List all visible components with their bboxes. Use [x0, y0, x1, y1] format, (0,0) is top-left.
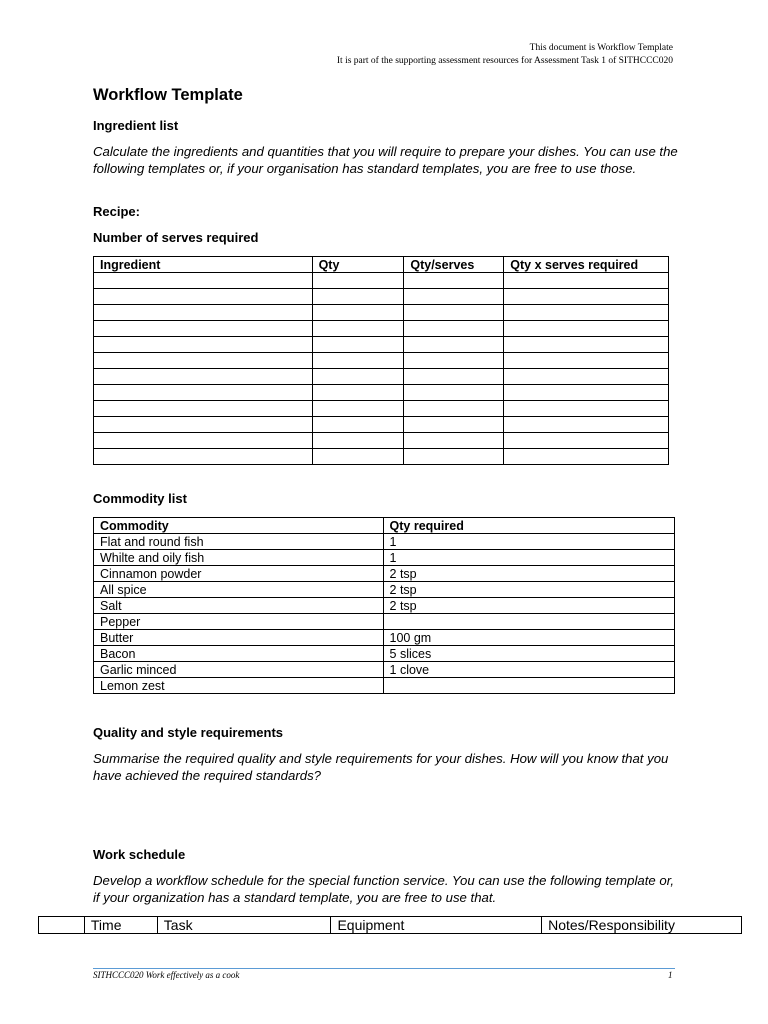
- column-header: Notes/Responsibility: [542, 917, 742, 934]
- table-row: [94, 369, 669, 385]
- column-header: Time: [84, 917, 157, 934]
- table-cell: [404, 401, 504, 417]
- table-cell: 5 slices: [383, 646, 674, 662]
- column-header: Equipment: [331, 917, 542, 934]
- table-cell: Lemon zest: [94, 678, 384, 694]
- column-header: Qty x serves required: [504, 257, 669, 273]
- table-cell: All spice: [94, 582, 384, 598]
- table-cell: [94, 449, 313, 465]
- table-row: [94, 273, 669, 289]
- table-cell: 1: [383, 550, 674, 566]
- table-cell: [404, 417, 504, 433]
- page-title: Workflow Template: [93, 86, 243, 104]
- table-cell: [504, 417, 669, 433]
- schedule-instructions: Develop a workflow schedule for the special function service. You can use the following template or, if your organization has a standard template, you are free to use that.: [93, 873, 675, 905]
- quality-heading: Quality and style requirements: [93, 725, 284, 740]
- table-cell: Bacon: [94, 646, 384, 662]
- table-cell: 2 tsp: [383, 598, 674, 614]
- table-header-row: [94, 257, 669, 273]
- table-cell: [94, 289, 313, 305]
- commodity-table: [93, 517, 675, 694]
- table-cell: [404, 273, 504, 289]
- schedule-heading: Work schedule: [93, 847, 186, 862]
- table-cell: [94, 417, 313, 433]
- footer-page-number: 1: [668, 970, 673, 980]
- commodity-heading: Commodity list: [93, 491, 187, 506]
- table-row: [94, 678, 675, 694]
- table-cell: Salt: [94, 598, 384, 614]
- table-row: [94, 385, 669, 401]
- footer-unit: SITHCCC020 Work effectively as a cook: [93, 970, 240, 980]
- table-cell: [383, 614, 674, 630]
- table-cell: [504, 273, 669, 289]
- table-row: [94, 353, 669, 369]
- serves-label: Number of serves required: [93, 230, 259, 245]
- table-cell: [312, 337, 404, 353]
- table-cell: [404, 321, 504, 337]
- table-cell: [312, 273, 404, 289]
- table-row: [94, 550, 675, 566]
- column-header: Commodity: [94, 518, 384, 534]
- table-cell: [504, 305, 669, 321]
- table-row: [94, 630, 675, 646]
- quality-instructions: Summarise the required quality and style requirements for your dishes. How will you know that you have achieved the required standards?: [93, 751, 669, 783]
- table-row: [94, 449, 669, 465]
- table-cell: [504, 321, 669, 337]
- table-row: [94, 646, 675, 662]
- ingredient-heading: Ingredient list: [93, 118, 179, 133]
- table-row: [94, 417, 669, 433]
- table-cell: [404, 369, 504, 385]
- table-cell: [504, 289, 669, 305]
- table-cell: Garlic minced: [94, 662, 384, 678]
- table-row: [94, 598, 675, 614]
- table-row: [94, 582, 675, 598]
- table-cell: [94, 433, 313, 449]
- table-row: [94, 337, 669, 353]
- table-cell: [404, 449, 504, 465]
- table-cell: [94, 273, 313, 289]
- table-cell: [94, 353, 313, 369]
- table-cell: Butter: [94, 630, 384, 646]
- table-cell: [94, 369, 313, 385]
- column-header: Qty: [312, 257, 404, 273]
- column-header: Task: [157, 917, 331, 934]
- table-cell: [383, 678, 674, 694]
- table-cell: Pepper: [94, 614, 384, 630]
- table-cell: Cinnamon powder: [94, 566, 384, 582]
- table-cell: [404, 433, 504, 449]
- table-cell: [504, 449, 669, 465]
- table-cell: [312, 289, 404, 305]
- table-cell: [312, 321, 404, 337]
- table-cell: [504, 353, 669, 369]
- table-cell: [404, 385, 504, 401]
- header-line-1: This document is Workflow Template: [529, 43, 673, 53]
- table-cell: Whilte and oily fish: [94, 550, 384, 566]
- table-cell: [504, 337, 669, 353]
- table-cell: [94, 401, 313, 417]
- table-cell: [404, 289, 504, 305]
- table-row: [94, 566, 675, 582]
- recipe-label: Recipe:: [93, 204, 140, 219]
- table-cell: 2 tsp: [383, 566, 674, 582]
- table-row: [94, 614, 675, 630]
- table-cell: [504, 433, 669, 449]
- footer-divider: [93, 968, 675, 969]
- column-header: Qty required: [383, 518, 674, 534]
- table-row: [94, 321, 669, 337]
- table-cell: [312, 385, 404, 401]
- table-cell: [404, 305, 504, 321]
- table-row: [94, 662, 675, 678]
- column-header: [39, 917, 85, 934]
- table-cell: [404, 337, 504, 353]
- table-row: [94, 401, 669, 417]
- column-header: Qty/serves: [404, 257, 504, 273]
- table-cell: [312, 369, 404, 385]
- table-cell: [504, 385, 669, 401]
- table-row: [94, 305, 669, 321]
- table-cell: Flat and round fish: [94, 534, 384, 550]
- table-cell: 1 clove: [383, 662, 674, 678]
- document-header: [337, 42, 673, 68]
- table-header-row: [94, 518, 675, 534]
- table-cell: [312, 401, 404, 417]
- table-row: [94, 289, 669, 305]
- table-cell: [312, 305, 404, 321]
- table-cell: [94, 385, 313, 401]
- schedule-table: [38, 916, 742, 934]
- table-cell: [94, 305, 313, 321]
- table-row: [94, 433, 669, 449]
- table-cell: [504, 401, 669, 417]
- table-header-row: [39, 917, 742, 934]
- table-cell: [404, 353, 504, 369]
- table-cell: [312, 417, 404, 433]
- table-row: [94, 534, 675, 550]
- table-cell: [94, 337, 313, 353]
- table-cell: 100 gm: [383, 630, 674, 646]
- table-cell: 2 tsp: [383, 582, 674, 598]
- column-header: Ingredient: [94, 257, 313, 273]
- table-cell: [312, 353, 404, 369]
- table-cell: [94, 321, 313, 337]
- table-cell: [312, 433, 404, 449]
- table-cell: 1: [383, 534, 674, 550]
- table-cell: [312, 449, 404, 465]
- ingredient-instructions: Calculate the ingredients and quantities that you will require to prepare your dishes. You can use the following templates or, if your organisation has standard templates, you are free to use those.: [93, 144, 678, 176]
- header-line-2: It is part of the supporting assessment resources for Assessment Task 1 of SITHCCC020: [336, 56, 673, 66]
- table-cell: [504, 369, 669, 385]
- ingredient-table: [93, 256, 669, 465]
